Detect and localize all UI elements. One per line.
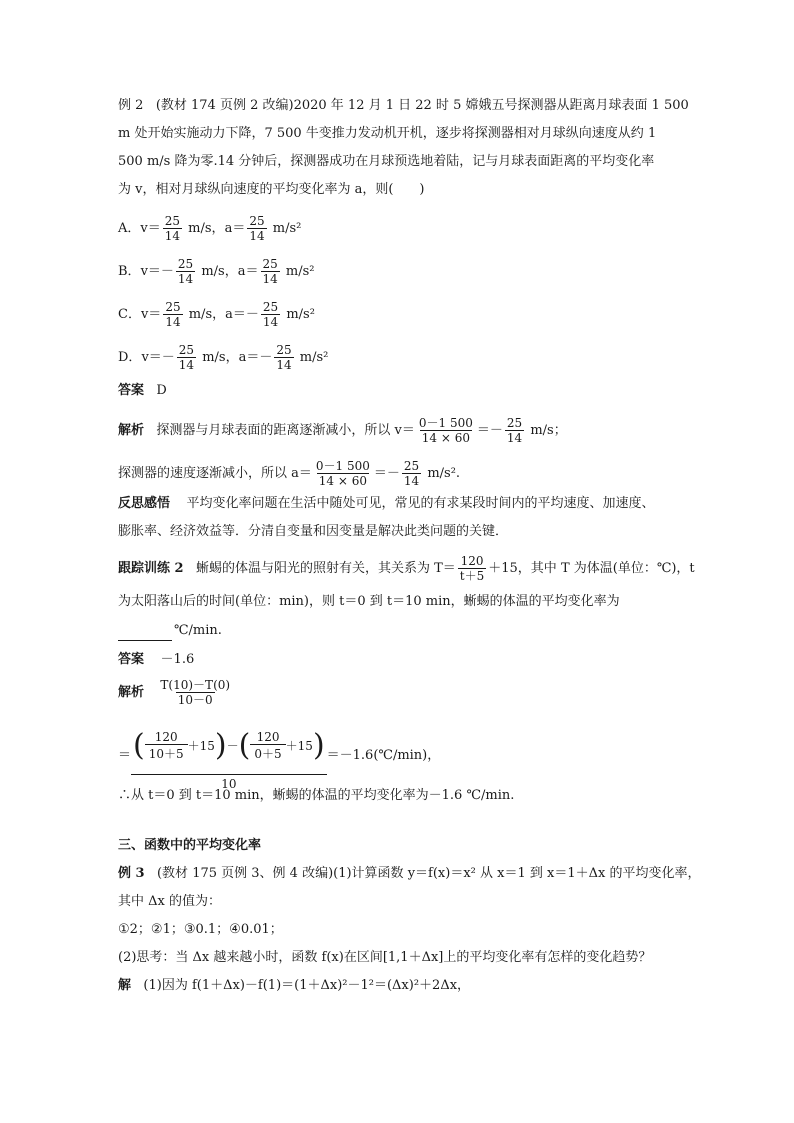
- fraction-numerator: 25: [506, 416, 523, 430]
- option-v-unit: m/s，: [188, 307, 226, 322]
- big-result: ＝－1.6(℃/min)，: [326, 748, 441, 763]
- analysis2-fraction-2: [402, 459, 421, 488]
- practice2-analysis: [118, 678, 234, 707]
- analysis1-fraction: [417, 416, 475, 445]
- practice2-fraction: [458, 554, 486, 583]
- practice2-label: 跟踪训练 2: [118, 561, 184, 576]
- inner-fraction-b: [252, 730, 283, 763]
- analysis1-text: 探测器与月球表面的距离逐渐减小，所以 v＝: [156, 423, 415, 438]
- option-v-fraction: [163, 300, 182, 329]
- answer-value: D: [156, 383, 167, 398]
- fraction-denominator: 14: [165, 315, 181, 329]
- fraction-numerator: 0－1 500: [418, 416, 473, 430]
- inner-fraction-a: [147, 730, 186, 763]
- plus-15-b: ＋15: [285, 739, 313, 753]
- example2-label: 例 2: [118, 98, 144, 113]
- analysis1-mid: ＝－: [476, 423, 503, 438]
- practice2-analysis-label: 解析: [118, 685, 145, 700]
- fraction-denominator: 14 × 60: [318, 474, 367, 488]
- example2-analysis-1: [118, 416, 567, 445]
- practice2-unit: ℃/min.: [174, 623, 222, 638]
- fraction-denominator: 14: [177, 272, 194, 286]
- fraction-numerator: 25: [403, 459, 420, 473]
- solution-text-1: (1)因为 f(1＋Δx)－f(1)＝(1＋Δx)²－1²＝(Δx)²＋2Δx，: [143, 978, 471, 993]
- option-a-prefix: a＝: [237, 264, 259, 279]
- section3-heading: 三、函数中的平均变化率: [118, 838, 262, 853]
- example2-line2: m 处开始实施动力下降，7 500 牛变推力发动机开机，逐步将探测器相对月球纵向速度从约 1: [118, 126, 657, 141]
- option-a[interactable]: [118, 214, 301, 243]
- analysis-label: 解析: [118, 423, 145, 438]
- fraction-denominator: 14: [506, 431, 523, 445]
- example3-text-1: (教材 175 页例 3、例 4 改编)(1)计算函数 y＝f(x)＝x² 从 x＝1 到 x＝1＋Δx 的平均变化率，: [156, 866, 701, 881]
- reflect-line2: 膨胀率、经济效益等．分清自变量和因变量是解决此类问题的关键．: [118, 524, 509, 539]
- fraction-denominator: 14 × 60: [421, 431, 471, 445]
- fraction-denominator: 14: [403, 474, 420, 488]
- option-label: D．: [118, 350, 142, 365]
- option-label: B．: [118, 264, 141, 279]
- fraction-numerator: 25: [249, 214, 265, 228]
- practice2-line2: 为太阳落山后的时间(单位：min)，则 t＝0 到 t＝10 min，蜥蜴的体温的平均变化率为: [118, 594, 620, 609]
- fraction-denominator: 14: [164, 229, 181, 243]
- answer-label: 答案: [118, 383, 145, 398]
- example2-text-1: (教材 174 页例 2 改编)2020 年 12 月 1 日 22 时 5 嫦娥五号探测器从距离月球表面 1 500: [155, 98, 689, 113]
- example2-line4: 为 v，相对月球纵向速度的平均变化率为 a，则( ): [118, 182, 425, 197]
- fraction-numerator: 0－1 500: [315, 459, 370, 473]
- reflect-label: 反思感悟: [118, 496, 171, 511]
- big-fraction: [131, 718, 327, 793]
- practice2-answer-label: 答案: [118, 652, 145, 667]
- practice2-big-equation: [118, 718, 440, 793]
- option-v-fraction: [176, 257, 195, 286]
- analysis2-text: 探测器的速度逐渐减小，所以 a＝: [118, 466, 312, 481]
- fraction-numerator: 25: [178, 343, 195, 357]
- option-a-prefix: a＝－: [225, 307, 259, 322]
- analysis1-fraction-2: [505, 416, 524, 445]
- example2-line1: [118, 96, 689, 116]
- option-v-prefix: v＝: [140, 307, 162, 322]
- option-v-fraction: [163, 214, 182, 243]
- reflect-line1: [118, 494, 655, 514]
- fraction-denominator: 0＋5: [250, 744, 285, 763]
- option-a-unit: m/s²: [286, 307, 315, 322]
- fraction-denominator: 14: [249, 229, 265, 243]
- example3-line3: ①2；②1；③0.1；④0.01；: [118, 922, 283, 937]
- reflect-text-1: 平均变化率问题在生活中随处可见，常见的有求某段时间内的平均速度、加速度、: [186, 496, 655, 511]
- fraction-denominator: 14: [262, 272, 278, 286]
- big-eq-sign: ＝: [118, 748, 132, 763]
- analysis2-fraction: [314, 459, 372, 488]
- analysis2-unit: m/s².: [427, 466, 461, 481]
- paren-close: ): [312, 728, 325, 763]
- option-v-prefix: v＝: [140, 221, 161, 236]
- fraction-numerator: 120: [256, 729, 280, 744]
- option-d[interactable]: [118, 343, 328, 372]
- practice2-line1: [118, 554, 695, 583]
- fraction-numerator: 120: [154, 729, 178, 744]
- solution-line1: [118, 976, 470, 996]
- fraction-denominator: 14: [262, 315, 279, 329]
- plus-15-a: ＋15: [187, 739, 215, 753]
- option-a-fraction: [261, 300, 280, 329]
- paren-open: (: [133, 728, 145, 763]
- analysis2-mid: ＝－: [373, 466, 400, 481]
- answer-blank[interactable]: [118, 627, 172, 641]
- fraction-denominator: t＋5: [459, 569, 485, 583]
- practice2-line3: [118, 621, 222, 641]
- option-v-unit: m/s，: [202, 350, 239, 365]
- option-a-fraction: [261, 257, 280, 286]
- option-a-unit: m/s²: [299, 350, 329, 365]
- example3-line1: [118, 864, 700, 884]
- fraction-numerator: 25: [165, 300, 181, 314]
- practice2-text-pre: 蜥蜴的体温与阳光的照射有关，其关系为 T＝: [195, 561, 456, 576]
- fraction-numerator: 120: [460, 554, 484, 568]
- paren-open: (: [238, 728, 251, 763]
- option-a-prefix: a＝: [224, 221, 246, 236]
- fraction-denominator: 10＋5: [145, 744, 188, 763]
- fraction-numerator: 25: [276, 343, 292, 357]
- option-v-unit: m/s，: [201, 264, 238, 279]
- option-a-fraction: [247, 214, 266, 243]
- fraction-denominator: 14: [178, 358, 195, 372]
- fraction-numerator: T(10)－T(0): [160, 678, 231, 692]
- option-label: C．: [118, 307, 141, 322]
- option-label: A．: [118, 221, 141, 236]
- fraction-numerator: 25: [262, 257, 278, 271]
- paren-close: ): [214, 728, 227, 763]
- practice2-conclusion: ∴从 t＝0 到 t＝10 min，蜥蜴的体温的平均变化率为－1.6 ℃/min.: [118, 788, 515, 803]
- option-a-fraction: [274, 343, 293, 372]
- option-v-prefix: v＝－: [140, 264, 174, 279]
- example3-label: 例 3: [118, 866, 145, 881]
- big-fraction-denominator: 10: [131, 774, 327, 793]
- solution-label: 解: [118, 978, 132, 993]
- practice2-analysis-fraction: [158, 678, 232, 707]
- fraction-numerator: 25: [164, 214, 181, 228]
- option-a-unit: m/s²: [285, 264, 315, 279]
- practice2-answer: [118, 650, 194, 670]
- example2-analysis-2: [118, 459, 460, 488]
- option-v-unit: m/s，: [188, 221, 225, 236]
- option-v-prefix: v＝－: [141, 350, 175, 365]
- option-a-prefix: a＝－: [238, 350, 273, 365]
- example2-line3: 500 m/s 降为零.14 分钟后，探测器成功在月球预选地着陆，记与月球表面距离的平均变化率: [118, 154, 655, 169]
- fraction-numerator: 25: [262, 300, 279, 314]
- example3-line2: 其中 Δx 的值为：: [118, 894, 221, 909]
- fraction-denominator: 14: [276, 358, 292, 372]
- option-c[interactable]: [118, 300, 315, 329]
- fraction-numerator: 25: [177, 257, 194, 271]
- minus-sign: －: [226, 739, 239, 753]
- option-v-fraction: [177, 343, 196, 372]
- big-fraction-numerator: [131, 718, 327, 774]
- practice2-answer-value: －1.6: [160, 652, 195, 667]
- option-b[interactable]: [118, 257, 315, 286]
- fraction-denominator: 10－0: [177, 693, 213, 707]
- practice2-text-post: ＋15，其中 T 为体温(单位：℃)，t: [488, 561, 695, 576]
- example3-line4: (2)思考：当 Δx 越来越小时，函数 f(x)在区间[1,1＋Δx]上的平均变化率有怎样的变化趋势？: [118, 950, 652, 965]
- example2-answer: [118, 381, 167, 401]
- analysis1-unit: m/s；: [530, 423, 567, 438]
- option-a-unit: m/s²: [272, 221, 302, 236]
